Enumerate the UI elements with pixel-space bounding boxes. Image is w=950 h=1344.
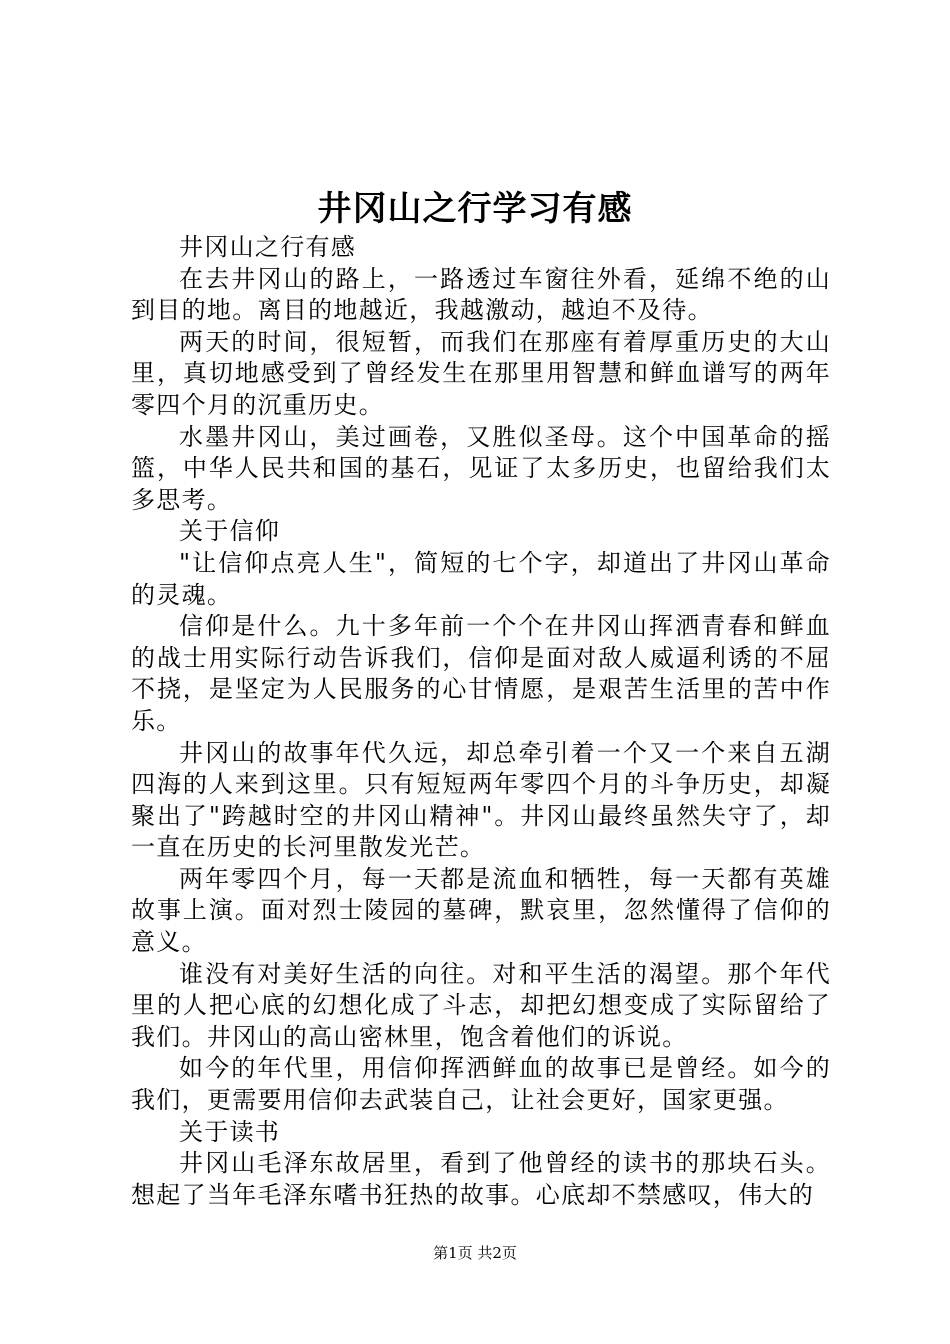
- paragraph: 信仰是什么。九十多年前一个个在井冈山挥洒青春和鲜血的战士用实际行动告诉我们，信仰是面对敌人威逼利诱的不屈不挠，是坚定为人民服务的心甘情愿，是艰苦生活里的苦中作乐。: [131, 612, 831, 735]
- paragraph: 井冈山毛泽东故居里，看到了他曾经的读书的那块石头。想起了当年毛泽东嗜书狂热的故事。心底却不禁感叹，伟大的: [131, 1149, 831, 1209]
- paragraph: 水墨井冈山，美过画卷，又胜似圣母。这个中国革命的摇篮，中华人民共和国的基石，见证了太多历史，也留给我们太多思考。: [131, 422, 831, 514]
- page-footer: 第1页 共2页: [433, 1244, 517, 1262]
- paragraph: 在去井冈山的路上，一路透过车窗往外看，延绵不绝的山到目的地。离目的地越近，我越激动，越迫不及待。: [131, 264, 831, 325]
- paragraph: 井冈山之行有感: [179, 233, 357, 261]
- paragraph: 如今的年代里，用信仰挥洒鲜血的故事已是曾经。如今的我们，更需要用信仰去武装自己，让社会更好，国家更强。: [131, 1054, 831, 1115]
- section-heading: 关于读书: [179, 1117, 281, 1146]
- document-title: 井冈山之行学习有感: [317, 189, 633, 229]
- document-body: [131, 232, 831, 1211]
- paragraph: 谁没有对美好生活的向往。对和平生活的渴望。那个年代里的人把心底的幻想化成了斗志，却把幻想变成了实际留给了我们。井冈山的高山密林里，饱含着他们的诉说。: [131, 959, 831, 1051]
- paragraph: 两年零四个月，每一天都是流血和牺牲，每一天都有英雄故事上演。面对烈士陵园的墓碑，默哀里，忽然懂得了信仰的意义。: [131, 864, 831, 957]
- paragraph: 井冈山的故事年代久远，却总牵引着一个又一个来自五湖四海的人来到这里。只有短短两年零四个月的斗争历史，却凝聚出了"跨越时空的井冈山精神"。井冈山最终虽然失守了，却一直在历史的长河里散发光芒。: [131, 738, 831, 862]
- section-heading: 关于信仰: [179, 517, 281, 546]
- paragraph: "让信仰点亮人生"，简短的七个字，却道出了井冈山革命的灵魂。: [131, 548, 831, 609]
- paragraph: 两天的时间，很短暂，而我们在那座有着厚重历史的大山里，真切地感受到了曾经发生在那里用智慧和鲜血谱写的两年零四个月的沉重历史。: [131, 327, 831, 419]
